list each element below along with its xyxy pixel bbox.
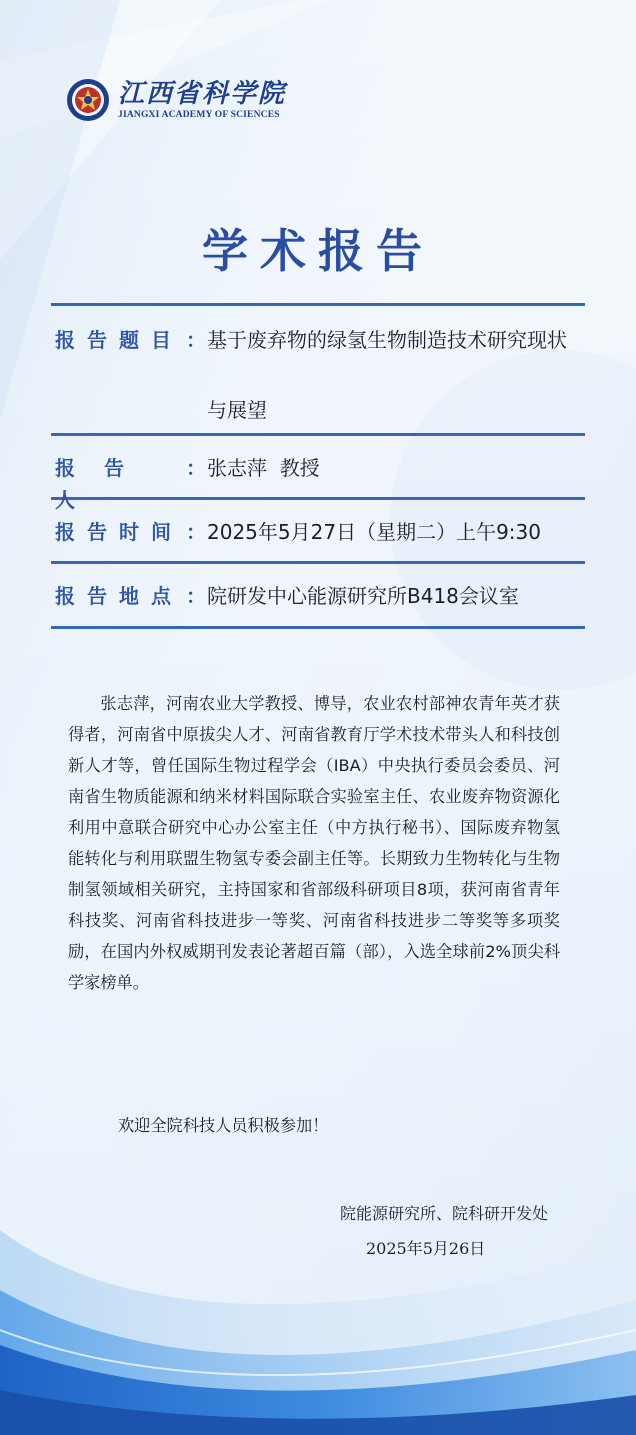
- table-rule-4: [51, 561, 585, 564]
- welcome-text: 欢迎全院科技人员积极参加！: [118, 1116, 329, 1135]
- page-title: 学术报告: [202, 224, 434, 278]
- topic-colon: ：: [186, 328, 206, 352]
- info-row-speaker: [55, 452, 585, 516]
- academy-logo: [66, 78, 286, 122]
- place-value: 院研发中心能源研究所B418会议室: [207, 584, 519, 608]
- signature-org: 院能源研究所、院科研开发处: [339, 1204, 548, 1223]
- speaker-bio: 张志萍，河南农业大学教授、博导，农业农村部神农青年英才获得者，河南省中原拔尖人才、河南省教育厅学术技术带头人和科技创新人才等，曾任国际生物过程学会（IBA）中央执行委员会委员、河南省生物质能源和纳米材料国际联合实验室主任、农业废弃物资源化利用中意联合研究中心办公室主任（中方执行秘书）、国际废弃物氢能转化与利用联盟生物氢专委会副主任等。长期致力生物转化与生物制氢领域相关研究，主持国家和省部级科研项目8项，获河南省青年科技奖、河南省科技进步一等奖、河南省科技进步二等奖等多项奖励，在国内外权威期刊发表论著超百篇（部），入选全球前2%顶尖科学家榜单。: [68, 694, 560, 992]
- academy-name-en: JIANGXI ACADEMY OF SCIENCES: [118, 110, 280, 120]
- table-rule-bottom: [51, 626, 585, 629]
- place-label: 报告地点: [55, 584, 183, 608]
- speaker-label: 报告人: [55, 456, 153, 512]
- info-row-time: [55, 516, 585, 548]
- topic-value: 基于废弃物的绿氢生物制造技术研究现状与展望: [207, 328, 567, 422]
- academy-emblem-icon: [66, 78, 110, 122]
- signature-date: 2025年5月26日: [366, 1239, 486, 1258]
- time-value: 2025年5月27日（星期二）上午9:30: [207, 520, 541, 544]
- info-row-topic: [55, 324, 585, 445]
- academy-name-cn: 江西省科学院: [118, 79, 287, 109]
- info-row-place: [55, 580, 585, 612]
- time-label: 报告时间: [55, 520, 183, 544]
- place-colon: ：: [186, 584, 206, 608]
- topic-label: 报告题目: [55, 328, 183, 352]
- time-colon: ：: [186, 520, 206, 544]
- speaker-colon: ：: [186, 456, 206, 480]
- speaker-value: 张志萍 教授: [207, 456, 320, 480]
